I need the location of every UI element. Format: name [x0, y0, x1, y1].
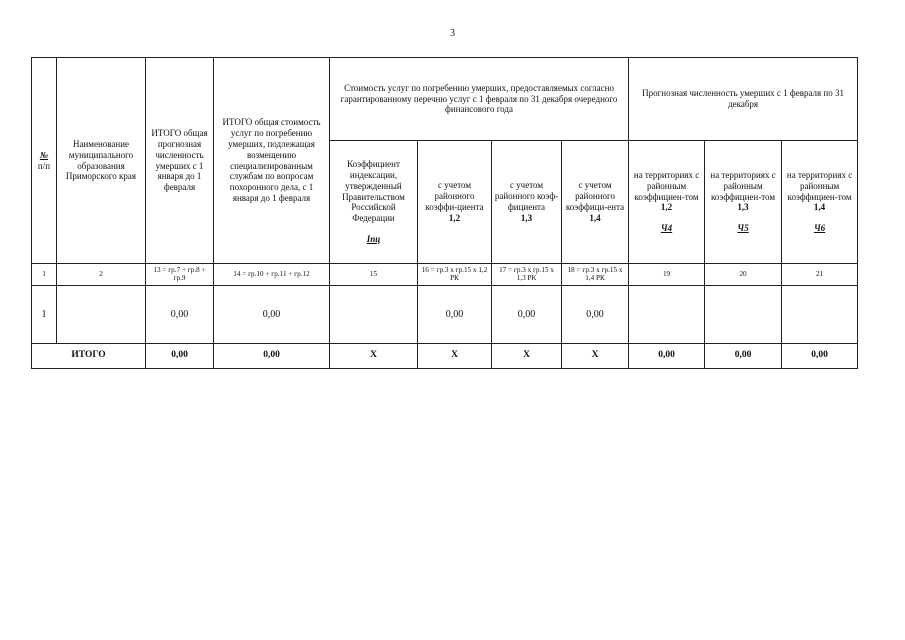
header-sub-rk14-value: 1,4 [589, 212, 601, 223]
data-cell: 1 [32, 286, 57, 344]
header-sub-terr14-text: на территориях с районным коэффициен-том [786, 170, 853, 202]
header-col-num [32, 58, 57, 264]
header-sub-rk13-value: 1,3 [520, 212, 533, 223]
total-row [32, 344, 858, 369]
data-cell: 0,00 [492, 286, 562, 344]
numbering-cell: 17 = гр.3 х гр.15 х 1,3 РК [492, 264, 562, 286]
total-cell: X [418, 344, 492, 369]
header-sub-index-text: Коэффициент индексации, утвержденный Правительством Российской Федерации [342, 159, 405, 224]
total-cell: 0,00 [629, 344, 705, 369]
header-sub-index-symbol: Iпц [366, 233, 381, 244]
data-cell [57, 286, 146, 344]
header-sub-terr13 [705, 141, 782, 264]
data-cell: 0,00 [146, 286, 214, 344]
header-sub-rk13-text: с учетом районного коэф-фициента [494, 180, 559, 212]
header-sub-rk14 [562, 141, 629, 264]
header-sub-rk13 [492, 141, 562, 264]
numbering-cell: 21 [782, 264, 858, 286]
header-col-name: Наименование муниципального образования Приморского края [57, 58, 146, 264]
total-cell: 0,00 [782, 344, 858, 369]
header-sub-index [330, 141, 418, 264]
header-group-forecast: Прогнозная численность умерших с 1 февраля по 31 декабря [629, 58, 858, 141]
data-cell: 0,00 [418, 286, 492, 344]
table-row [32, 286, 858, 344]
total-label: ИТОГО [32, 344, 146, 369]
data-cell: 0,00 [214, 286, 330, 344]
page-number: 3 [450, 28, 455, 39]
total-cell: X [562, 344, 629, 369]
data-cell [330, 286, 418, 344]
numbering-cell: 15 [330, 264, 418, 286]
total-cell: X [492, 344, 562, 369]
forecast-cost-table [31, 57, 858, 369]
numbering-cell: 18 = гр.3 х гр.15 х 1,4 РК [562, 264, 629, 286]
column-numbering-row [32, 264, 858, 286]
header-sub-terr14-value: 1,4 [813, 202, 826, 213]
numbering-cell: 13 = гр.7 + гр.8 + гр.9 [146, 264, 214, 286]
header-sub-terr13-symbol: Ч5 [737, 223, 749, 234]
header-col-num-sign: № [39, 149, 49, 160]
header-sub-terr12-symbol: Ч4 [660, 223, 673, 234]
header-sub-terr14-symbol: Ч6 [813, 223, 826, 234]
header-group-cost: Стоимость услуг по погребению умерших, предоставляемых согласно гарантированному перечню услуг с 1 февраля по 31 декабря очередного финансового года [330, 58, 629, 141]
numbering-cell: 16 = гр.3 х гр.15 х 1,2 РК [418, 264, 492, 286]
data-cell: 0,00 [562, 286, 629, 344]
header-sub-rk12-value: 1,2 [448, 212, 461, 223]
total-cell: 0,00 [705, 344, 782, 369]
header-col-num-sub: п/п [37, 160, 51, 171]
header-sub-terr14 [782, 141, 858, 264]
header-sub-terr13-value: 1,3 [737, 202, 749, 213]
data-cell [629, 286, 705, 344]
data-cell [782, 286, 858, 344]
header-sub-rk14-text: с учетом районного коэффици-ента [565, 180, 625, 212]
header-row-1 [32, 58, 858, 141]
header-sub-terr13-text: на территориях с районным коэффициен-том [710, 170, 776, 202]
header-col-total-cost: ИТОГО общая стоимость услуг по погребению умерших, подлежащая возмещению специализированным службам по вопросам похоронного дела, с 1 января до 1 февраля [214, 58, 330, 264]
header-sub-rk12 [418, 141, 492, 264]
numbering-cell: 1 [32, 264, 57, 286]
numbering-cell: 20 [705, 264, 782, 286]
numbering-cell: 14 = гр.10 + гр.11 + гр.12 [214, 264, 330, 286]
header-col-total-count: ИТОГО общая прогнозная численность умерших с 1 января до 1 февраля [146, 58, 214, 264]
total-cell: 0,00 [214, 344, 330, 369]
total-cell: X [330, 344, 418, 369]
total-cell: 0,00 [146, 344, 214, 369]
header-sub-terr12 [629, 141, 705, 264]
data-cell [705, 286, 782, 344]
numbering-cell: 19 [629, 264, 705, 286]
numbering-cell: 2 [57, 264, 146, 286]
header-sub-terr12-text: на территориях с районным коэффициен-том [633, 170, 700, 202]
header-sub-terr12-value: 1,2 [660, 202, 673, 213]
header-sub-rk12-text: с учетом районного коэффи-циента [425, 180, 484, 212]
